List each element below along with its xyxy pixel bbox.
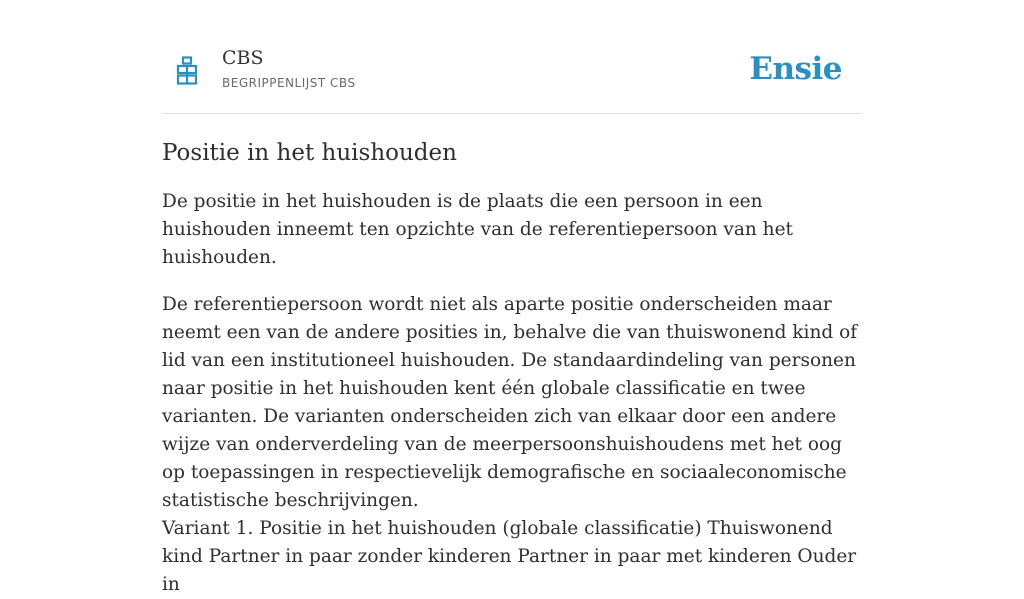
source-name[interactable]: CBS	[222, 47, 264, 69]
header	[162, 0, 862, 114]
description-paragraph	[162, 291, 862, 599]
page-title: Positie in het huishouden	[162, 140, 457, 166]
definition-paragraph: De positie in het huishouden is de plaats die een persoon in een huishouden inneemt ten opzichte van de referentiepersoon van het huishouden.	[162, 191, 793, 268]
source-subtitle: BEGRIPPENLIJST CBS	[222, 76, 356, 90]
description-text: De referentiepersoon wordt niet als aparte positie onderscheiden maar neemt een van de andere posities in, behalve die van thuiswonend kind of lid van een institutioneel huishouden. De standaardindeling van personen naar positie in het huishouden kent één globale classificatie en twee varianten. De varianten onderscheiden zich van elkaar door een andere wijze van onderverdeling van de meerpersoonshuishoudens met het oog op toepassingen in respectievelijk demografische en sociaaleconomische statistische beschrijvingen.	[162, 294, 858, 511]
cbs-logo-icon[interactable]	[176, 56, 198, 86]
brand-logo[interactable]: Ensie	[749, 51, 842, 87]
content-column	[162, 0, 862, 599]
variant-text: Variant 1. Positie in het huishouden (globale classificatie) Thuiswonend kind Partner in paar zonder kinderen Partner in paar met kinderen Ouder in	[162, 518, 857, 595]
